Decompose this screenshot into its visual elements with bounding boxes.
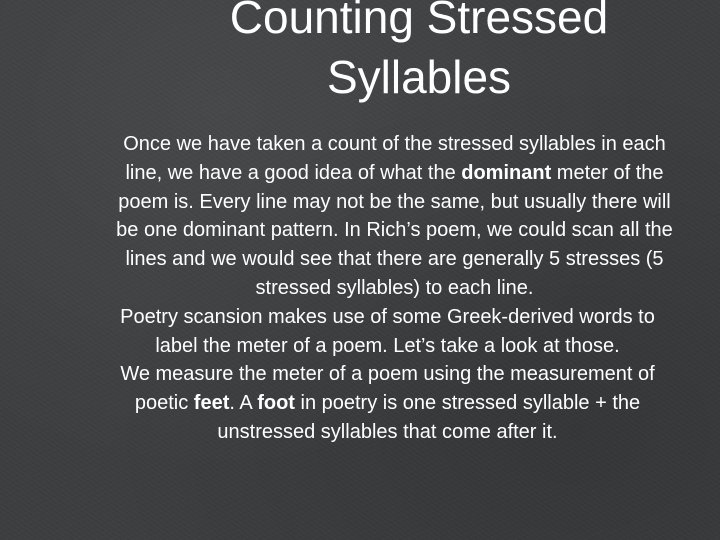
paragraph-poetic-feet <box>100 360 675 446</box>
slide-title <box>0 0 720 107</box>
emphasis-foot: foot <box>257 392 295 415</box>
title-line-2: Syllables <box>326 51 512 103</box>
paragraph-dominant-meter <box>100 130 675 303</box>
paragraph-text: Once we have taken a count of the stressed syllables in each line, we have a good idea of what the <box>123 133 666 184</box>
paragraph-text: meter of the poem is. Every line may not be the same, but usually there will be one dominant pattern. In Rich’s poem, we could scan all the lines and we would see that there are generally 5 stresses (5 stressed syllables) to each line. <box>116 161 673 299</box>
emphasis-dominant: dominant <box>461 161 552 184</box>
paragraph-text: We measure the meter of a poem using the measurement of poetic <box>120 363 655 415</box>
paragraph-text: Poetry scansion makes use of some Greek-derived words to label the meter of a poem. Let’s take a look at those. <box>120 305 655 357</box>
paragraph-text: in poetry is one stressed syllable + the unstressed syllables that come after it. <box>217 392 641 443</box>
slide-body <box>100 130 675 447</box>
paragraph-text: . A <box>229 392 258 415</box>
title-line-1: Counting Stressed <box>229 0 609 43</box>
paragraph-scansion <box>100 303 675 361</box>
emphasis-feet: feet <box>193 392 230 415</box>
